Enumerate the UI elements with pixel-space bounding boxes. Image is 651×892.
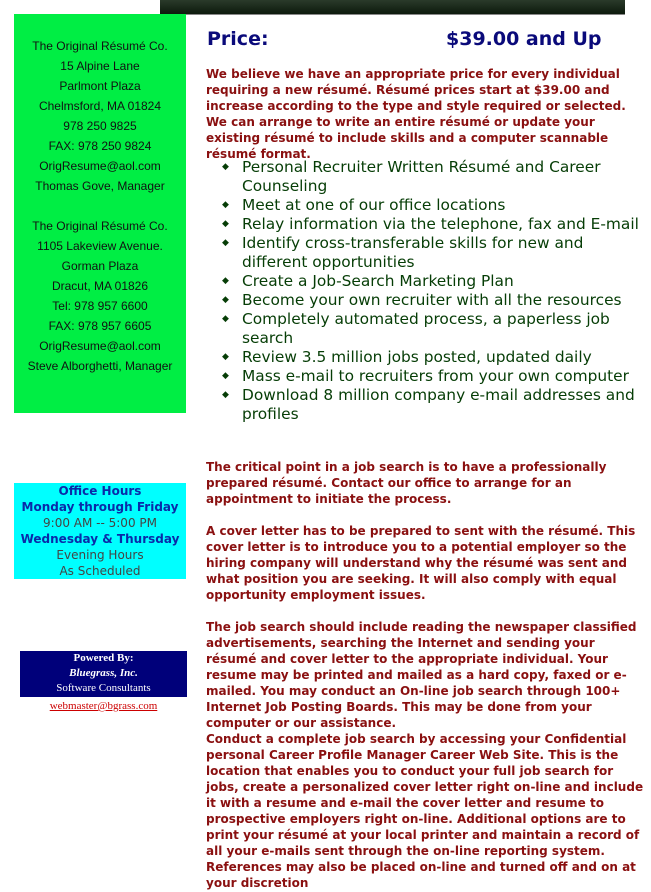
powered-by-company: Bluegrass, Inc. (69, 667, 138, 679)
office-hours-days-1: Monday through Friday (21, 500, 179, 514)
office-1-fax: FAX: 978 250 9824 (48, 139, 152, 153)
intro-paragraph: We believe we have an appropriate price for every individual requiring a new résumé. Résumé prices start at $39.00 and increase according to the type and style required or selected. We can arrange to write an entire résumé or update your existing résumé to include skills and a computer scannable résumé format. (206, 67, 626, 161)
bullet-icon: ◆ (222, 295, 229, 305)
office-1-city: Chelmsford, MA 01824 (38, 99, 162, 113)
features-list (218, 158, 648, 424)
office-hours-box (14, 483, 186, 579)
office-1-plaza: Parlmont Plaza (59, 79, 141, 93)
powered-by-subtitle: Software Consultants (56, 682, 151, 694)
office-2-phone: Tel: 978 957 6600 (52, 299, 148, 313)
office-hours-title: Office Hours (58, 484, 142, 498)
feature-item: ◆ Become your own recruiter with all the resources (222, 291, 622, 309)
price-value: $39.00 and Up (446, 28, 602, 50)
price-label: Price: (207, 28, 269, 50)
office-1-phone: 978 250 9825 (63, 119, 137, 133)
feature-item: ◆ Identify cross-transferable skills for new and different opportunities (222, 234, 584, 271)
office-2-street: 1105 Lakeview Avenue. (37, 239, 163, 253)
office-2-email[interactable]: OrigResume@aol.com (39, 339, 161, 353)
bullet-icon: ◆ (222, 238, 229, 248)
office-hours-time-2b: As Scheduled (59, 564, 141, 578)
office-1-email[interactable]: OrigResume@aol.com (39, 159, 161, 173)
bullet-icon: ◆ (222, 219, 229, 229)
bullet-icon: ◆ (222, 200, 229, 210)
search-methods-paragraph: The job search should include reading the newspaper classified advertisements, searching the Internet and sending your résumé and cover letter to the appropriate individual. Your resume may be printed and mailed as a hard copy, faxed or e-mailed. You may conduct an On-line job search through 100+ Internet Job Posting Boards. This may be done from your computer or our assistance. (206, 620, 637, 730)
bullet-icon: ◆ (222, 162, 229, 172)
powered-by-label: Powered By: (73, 652, 134, 664)
cover-letter-paragraph: A cover letter has to be prepared to sent with the résumé. This cover letter is to introduce you to a potential employer so the hiring company will understand why the résumé was sent and what position you are seeking. It will also comply with equal opportunity employment issues. (206, 524, 636, 602)
feature-item: ◆ Create a Job-Search Marketing Plan (222, 272, 514, 290)
office-hours-time-2a: Evening Hours (56, 548, 144, 562)
bullet-icon: ◆ (222, 390, 229, 400)
office-2-plaza: Gorman Plaza (61, 259, 139, 273)
feature-item: ◆ Mass e-mail to recruiters from your own computer (222, 367, 629, 385)
bullet-icon: ◆ (222, 371, 229, 381)
office-hours-time-1: 9:00 AM -- 5:00 PM (43, 516, 157, 530)
bullet-icon: ◆ (222, 276, 229, 286)
powered-by-banner[interactable] (20, 651, 187, 697)
office-2-manager: Steve Alborghetti, Manager (27, 359, 173, 373)
office-1-manager: Thomas Gove, Manager (35, 179, 165, 193)
job-search-paragraph: The critical point in a job search is to have a professionally prepared résumé. Contact our office to arrange for an appointment to initiate the process. (206, 460, 607, 506)
top-bar (160, 0, 625, 15)
feature-item: ◆ Personal Recruiter Written Résumé and Career Counseling (222, 158, 601, 195)
office-hours-days-2: Wednesday & Thursday (20, 532, 180, 546)
office-2-city: Dracut, MA 01826 (51, 279, 149, 293)
feature-item: ◆ Download 8 million company e-mail addresses and profiles (222, 386, 635, 423)
office-1-address (14, 36, 186, 196)
career-site-paragraph: Conduct a complete job search by accessing your Confidential personal Career Profile Manager Career Web Site. This is the location that enables you to conduct your full job search for jobs, create a personalized cover letter right on-line and include it with a resume and e-mail the cover letter and resume to prospective employers right on-line. Additional options are to print your résumé at your local printer and maintain a record of all your e-mails sent through the on-line reporting system. References may also be placed on-line and turned off and on at your discretion (206, 732, 644, 890)
office-2-fax: FAX: 978 957 6605 (48, 319, 152, 333)
office-2-name: The Original Résumé Co. (32, 219, 168, 233)
office-2-address (14, 216, 186, 376)
bullet-icon: ◆ (222, 352, 229, 362)
feature-item: ◆ Review 3.5 million jobs posted, updated daily (222, 348, 592, 366)
feature-item: ◆ Relay information via the telephone, fax and E-mail (222, 215, 639, 233)
feature-item: ◆ Meet at one of our office locations (222, 196, 506, 214)
feature-item: ◆ Completely automated process, a paperless job search (222, 310, 610, 347)
office-1-street: 15 Alpine Lane (60, 59, 140, 73)
bullet-icon: ◆ (222, 314, 229, 324)
office-1-name: The Original Résumé Co. (32, 39, 168, 53)
webmaster-email-link[interactable]: webmaster@bgrass.com (49, 700, 158, 712)
